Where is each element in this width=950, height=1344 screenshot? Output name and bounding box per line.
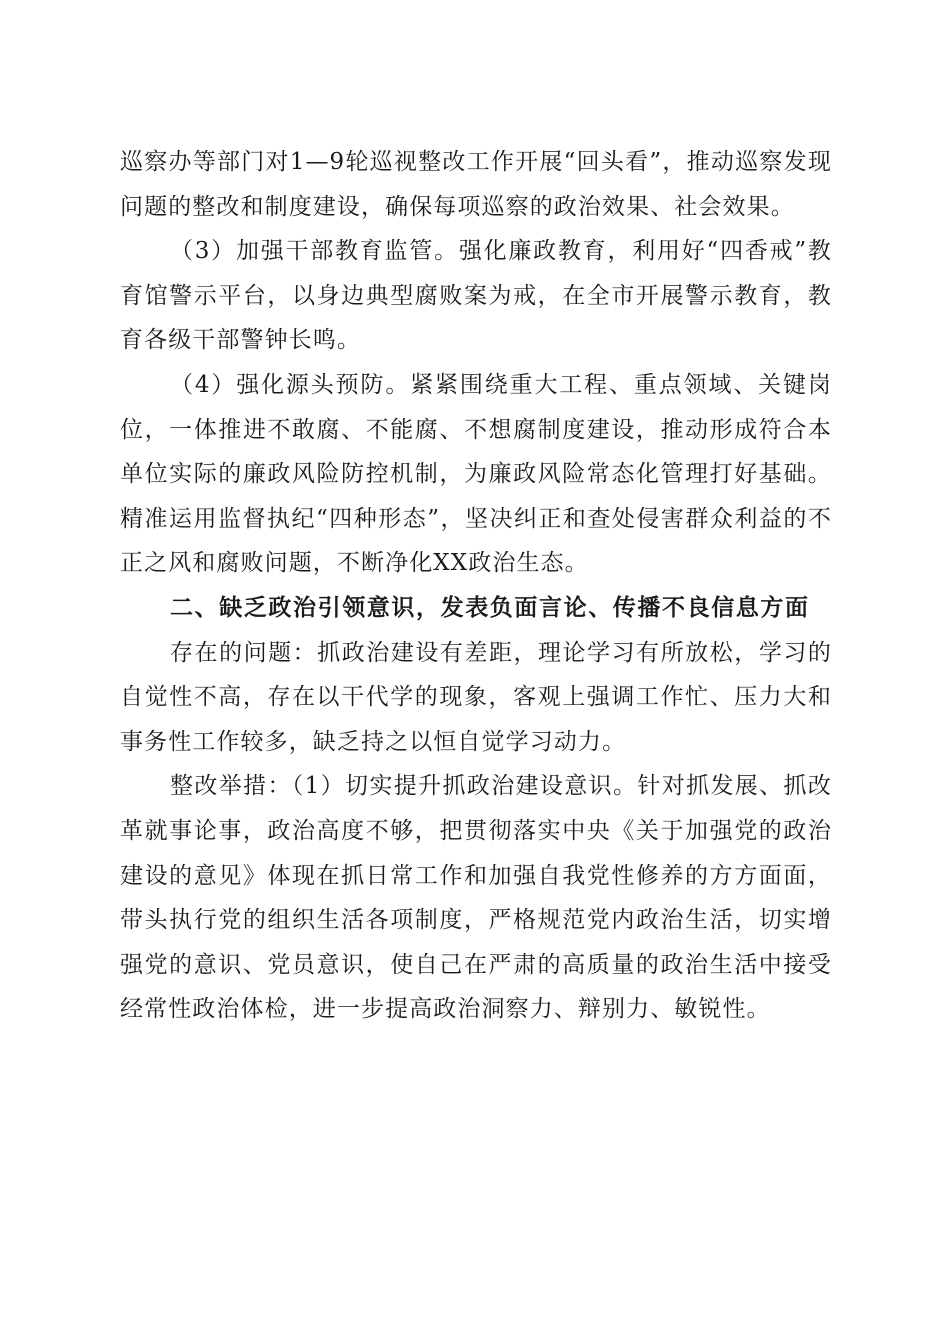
paragraph-measures: 整改举措：（1）切实提升抓政治建设意识。针对抓发展、抓改革就事论事，政治高度不够，把贯彻落实中央《关于加强党的政治建设的意见》体现在抓日常工作和加强自我党性修养的方方面面，带头执行党的组织生活各项制度，严格规范党内政治生活，切实增强党的意识、党员意识，使自己在严肃的高质量的政治生活中接受经常性政治体检，进一步提高政治洞察力、辩别力、敏锐性。 xyxy=(120,773,832,1023)
paragraph-continuation: 巡察办等部门对1—9轮巡视整改工作开展“回头看”，推动巡察发现问题的整改和制度建设，确保每项巡察的政治效果、社会效果。 xyxy=(120,149,832,220)
paragraph-problem: 存在的问题：抓政治建设有差距，理论学习有所放松，学习的自觉性不高，存在以干代学的现象，客观上强调工作忙、压力大和事务性工作较多，缺乏持之以恒自觉学习动力。 xyxy=(120,639,832,755)
section-heading: 二、缺乏政治引领意识，发表负面言论、传播不良信息方面 xyxy=(170,594,810,621)
paragraph-item-3: （3）加强干部教育监管。强化廉政教育，利用好“四香戒”教育馆警示平台，以身边典型腐败案为戒，在全市开展警示教育，教育各级干部警钟长鸣。 xyxy=(120,238,832,354)
document-body xyxy=(120,140,832,1032)
paragraph-item-4: （4）强化源头预防。紧紧围绕重大工程、重点领域、关键岗位，一体推进不敢腐、不能腐、不想腐制度建设，推动形成符合本单位实际的廉政风险防控机制，为廉政风险常态化管理打好基础。精准运用监督执纪“四种形态”，坚决纠正和查处侵害群众利益的不正之风和腐败问题，不断净化XX政治生态。 xyxy=(120,371,832,577)
